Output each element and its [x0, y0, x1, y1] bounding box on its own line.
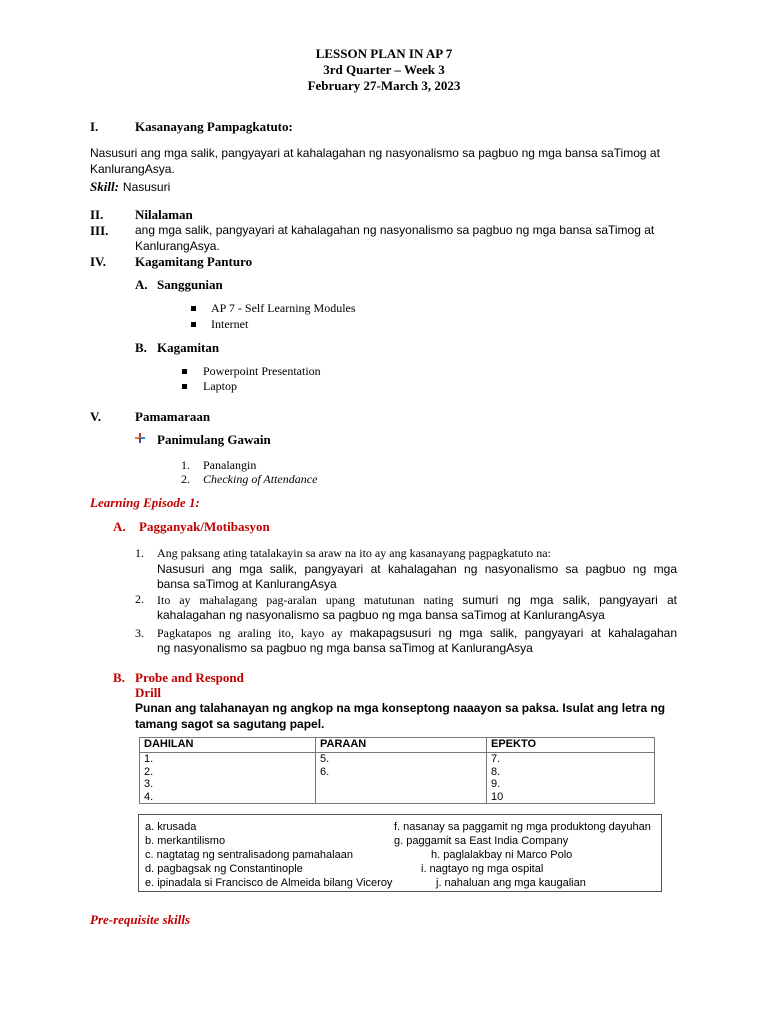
motibasyon-item-3-line2: ng nasyonalismo sa pagbuo ng mga bansa saTimog at KanlurangAsya — [157, 641, 533, 655]
sanggunian-heading: Sanggunian — [157, 277, 223, 292]
motibasyon-item-2-line2: kahalagahan ng nasyonalismo sa pagbuo ng mga bansa saTimog at KanlurangAsya — [157, 608, 605, 622]
choice-j: j. nahaluan ang mga kaugalian — [436, 877, 586, 889]
step-1-text: Panalangin — [203, 458, 257, 472]
answer-slot: 8. — [491, 765, 501, 778]
table-header-cell: PARAAN — [316, 738, 487, 753]
section5-heading: Pamamaraan — [135, 409, 211, 424]
motibasyon-item-2-line1 — [157, 592, 677, 608]
table-header-cell: EPEKTO — [487, 738, 655, 753]
table-cell-dahilan — [140, 753, 316, 804]
pagganyak-letter: A. — [113, 519, 126, 534]
section1-text-line1: Nasusuri ang mga salik, pangyayari at kahalagahan ng nasyonalismo sa pagbuo ng mga bansa saTimog at — [90, 146, 660, 160]
bullet-square-icon — [182, 369, 187, 374]
sanggunian-letter: A. — [135, 277, 148, 292]
choice-g: g. paggamit sa East India Company — [394, 835, 569, 847]
answer-slot: 5. — [320, 753, 330, 765]
pushpin-icon — [135, 433, 145, 443]
doc-title: LESSON PLAN IN AP 7 — [315, 46, 453, 61]
section3-text-line1: ang mga salik, pangyayari at kahalagahan ng nasyonalismo sa pagbuo ng mga bansa saTimog at — [135, 223, 655, 237]
motibasyon-item-2-lead: Ito ay mahalagang pag-aralan upang matutunan nating — [157, 593, 454, 607]
choice-c: c. nagtatag ng sentralisadong pamahalaan — [145, 849, 353, 861]
answer-slot: 6. — [320, 765, 330, 778]
table-header-cell: DAHILAN — [140, 738, 316, 753]
choice-a: a. krusada — [145, 821, 197, 833]
choice-e: e. ipinadala si Francisco de Almeida bilang Viceroy — [145, 877, 393, 889]
prerequisite-skills-heading: Pre-requisite skills — [90, 912, 191, 927]
kagamitan-letter: B. — [135, 340, 147, 355]
probe-heading: Probe and Respond — [135, 670, 244, 685]
doc-quarter: 3rd Quarter – Week 3 — [323, 62, 445, 77]
skill-label: Skill: — [90, 179, 119, 194]
step-2-text: Checking of Attendance — [203, 472, 318, 486]
bullet-square-icon — [191, 306, 196, 311]
motibasyon-item-1-lead: Ang paksang ating tatalakayin sa araw na ito ay ang kasanayang pagpagkatuto na: — [157, 546, 551, 560]
section2-numeral: II. — [90, 207, 104, 222]
section1-heading: Kasanayang Pampagkatuto: — [135, 119, 293, 134]
step-1-number: 1. — [181, 458, 190, 472]
sanggunian-item-1: AP 7 - Self Learning Modules — [211, 301, 356, 315]
section1-numeral: I. — [90, 119, 99, 134]
answer-slot: 4. — [144, 790, 154, 803]
answer-slot: 7. — [491, 753, 501, 765]
motibasyon-item-2-rest: sumuri ng mga salik, pangyayari at — [462, 593, 678, 607]
bullet-square-icon — [182, 384, 187, 389]
table-cell-paraan — [316, 753, 487, 804]
table-header-row — [140, 738, 655, 753]
motibasyon-item-1-line3: bansa saTimog at KanlurangAsya — [157, 577, 337, 591]
motibasyon-item-3-rest: makapagsusuri ng mga salik, pangyayari at kahalagahan — [349, 626, 678, 640]
probe-letter: B. — [113, 670, 125, 685]
motibasyon-item-1-number: 1. — [135, 546, 144, 560]
drill-instruction-line1: Punan ang talahanayan ng angkop na mga konseptong naaayon sa paksa. Isulat ang letra ng — [135, 701, 666, 715]
choice-f: f. nasanay sa paggamit ng mga produktong dayuhan — [394, 821, 651, 833]
motibasyon-item-3-lead: Pagkatapos ng araling ito, kayo ay — [157, 626, 343, 640]
table-row — [140, 753, 655, 804]
skill-line — [90, 178, 170, 196]
choice-h: h. paglalakbay ni Marco Polo — [431, 849, 573, 861]
step-2-number: 2. — [181, 472, 190, 486]
answer-slot: 9. — [491, 778, 501, 790]
answer-slot: 10 — [491, 790, 504, 803]
kagamitan-item-2: Laptop — [203, 379, 237, 393]
motibasyon-item-3-line1 — [157, 625, 677, 641]
choice-i: i. nagtayo ng mga ospital — [421, 863, 544, 875]
motibasyon-item-2-number: 2. — [135, 592, 144, 606]
learning-episode-title: Learning Episode 1: — [90, 495, 200, 510]
drill-label: Drill — [135, 685, 161, 700]
motibasyon-item-3-number: 3. — [135, 626, 144, 640]
section3-numeral: III. — [90, 223, 109, 238]
section4-numeral: IV. — [90, 254, 107, 269]
choices-box — [138, 814, 662, 892]
sanggunian-item-2: Internet — [211, 317, 249, 331]
answer-slot: 1. — [144, 753, 154, 765]
answer-slot: 2. — [144, 765, 154, 778]
motibasyon-item-1-line2: Nasusuri ang mga salik, pangyayari at kahalagahan ng nasyonalismo sa pagbuo ng mga — [157, 562, 677, 576]
skill-value: Nasusuri — [122, 180, 171, 194]
drill-instruction-line2: tamang sagot sa sagutang papel. — [135, 717, 325, 731]
pagganyak-heading: Pagganyak/Motibasyon — [139, 519, 270, 534]
bullet-square-icon — [191, 322, 196, 327]
choice-b: b. merkantilismo — [145, 835, 226, 847]
section3-text-line2: KanlurangAsya. — [135, 239, 220, 253]
section2-heading: Nilalaman — [135, 207, 193, 222]
answer-table — [139, 737, 655, 804]
section1-text-line2: KanlurangAsya. — [90, 162, 175, 176]
section4-heading: Kagamitang Panturo — [135, 254, 253, 269]
answer-slot: 3. — [144, 778, 154, 790]
doc-dates: February 27-March 3, 2023 — [307, 78, 461, 93]
kagamitan-item-1: Powerpoint Presentation — [203, 364, 321, 378]
choice-d: d. pagbagsak ng Constantinople — [145, 863, 303, 875]
kagamitan-heading: Kagamitan — [157, 340, 220, 355]
section5-numeral: V. — [90, 409, 101, 424]
panimulang-gawain-heading: Panimulang Gawain — [157, 432, 271, 447]
table-cell-epekto — [487, 753, 655, 804]
